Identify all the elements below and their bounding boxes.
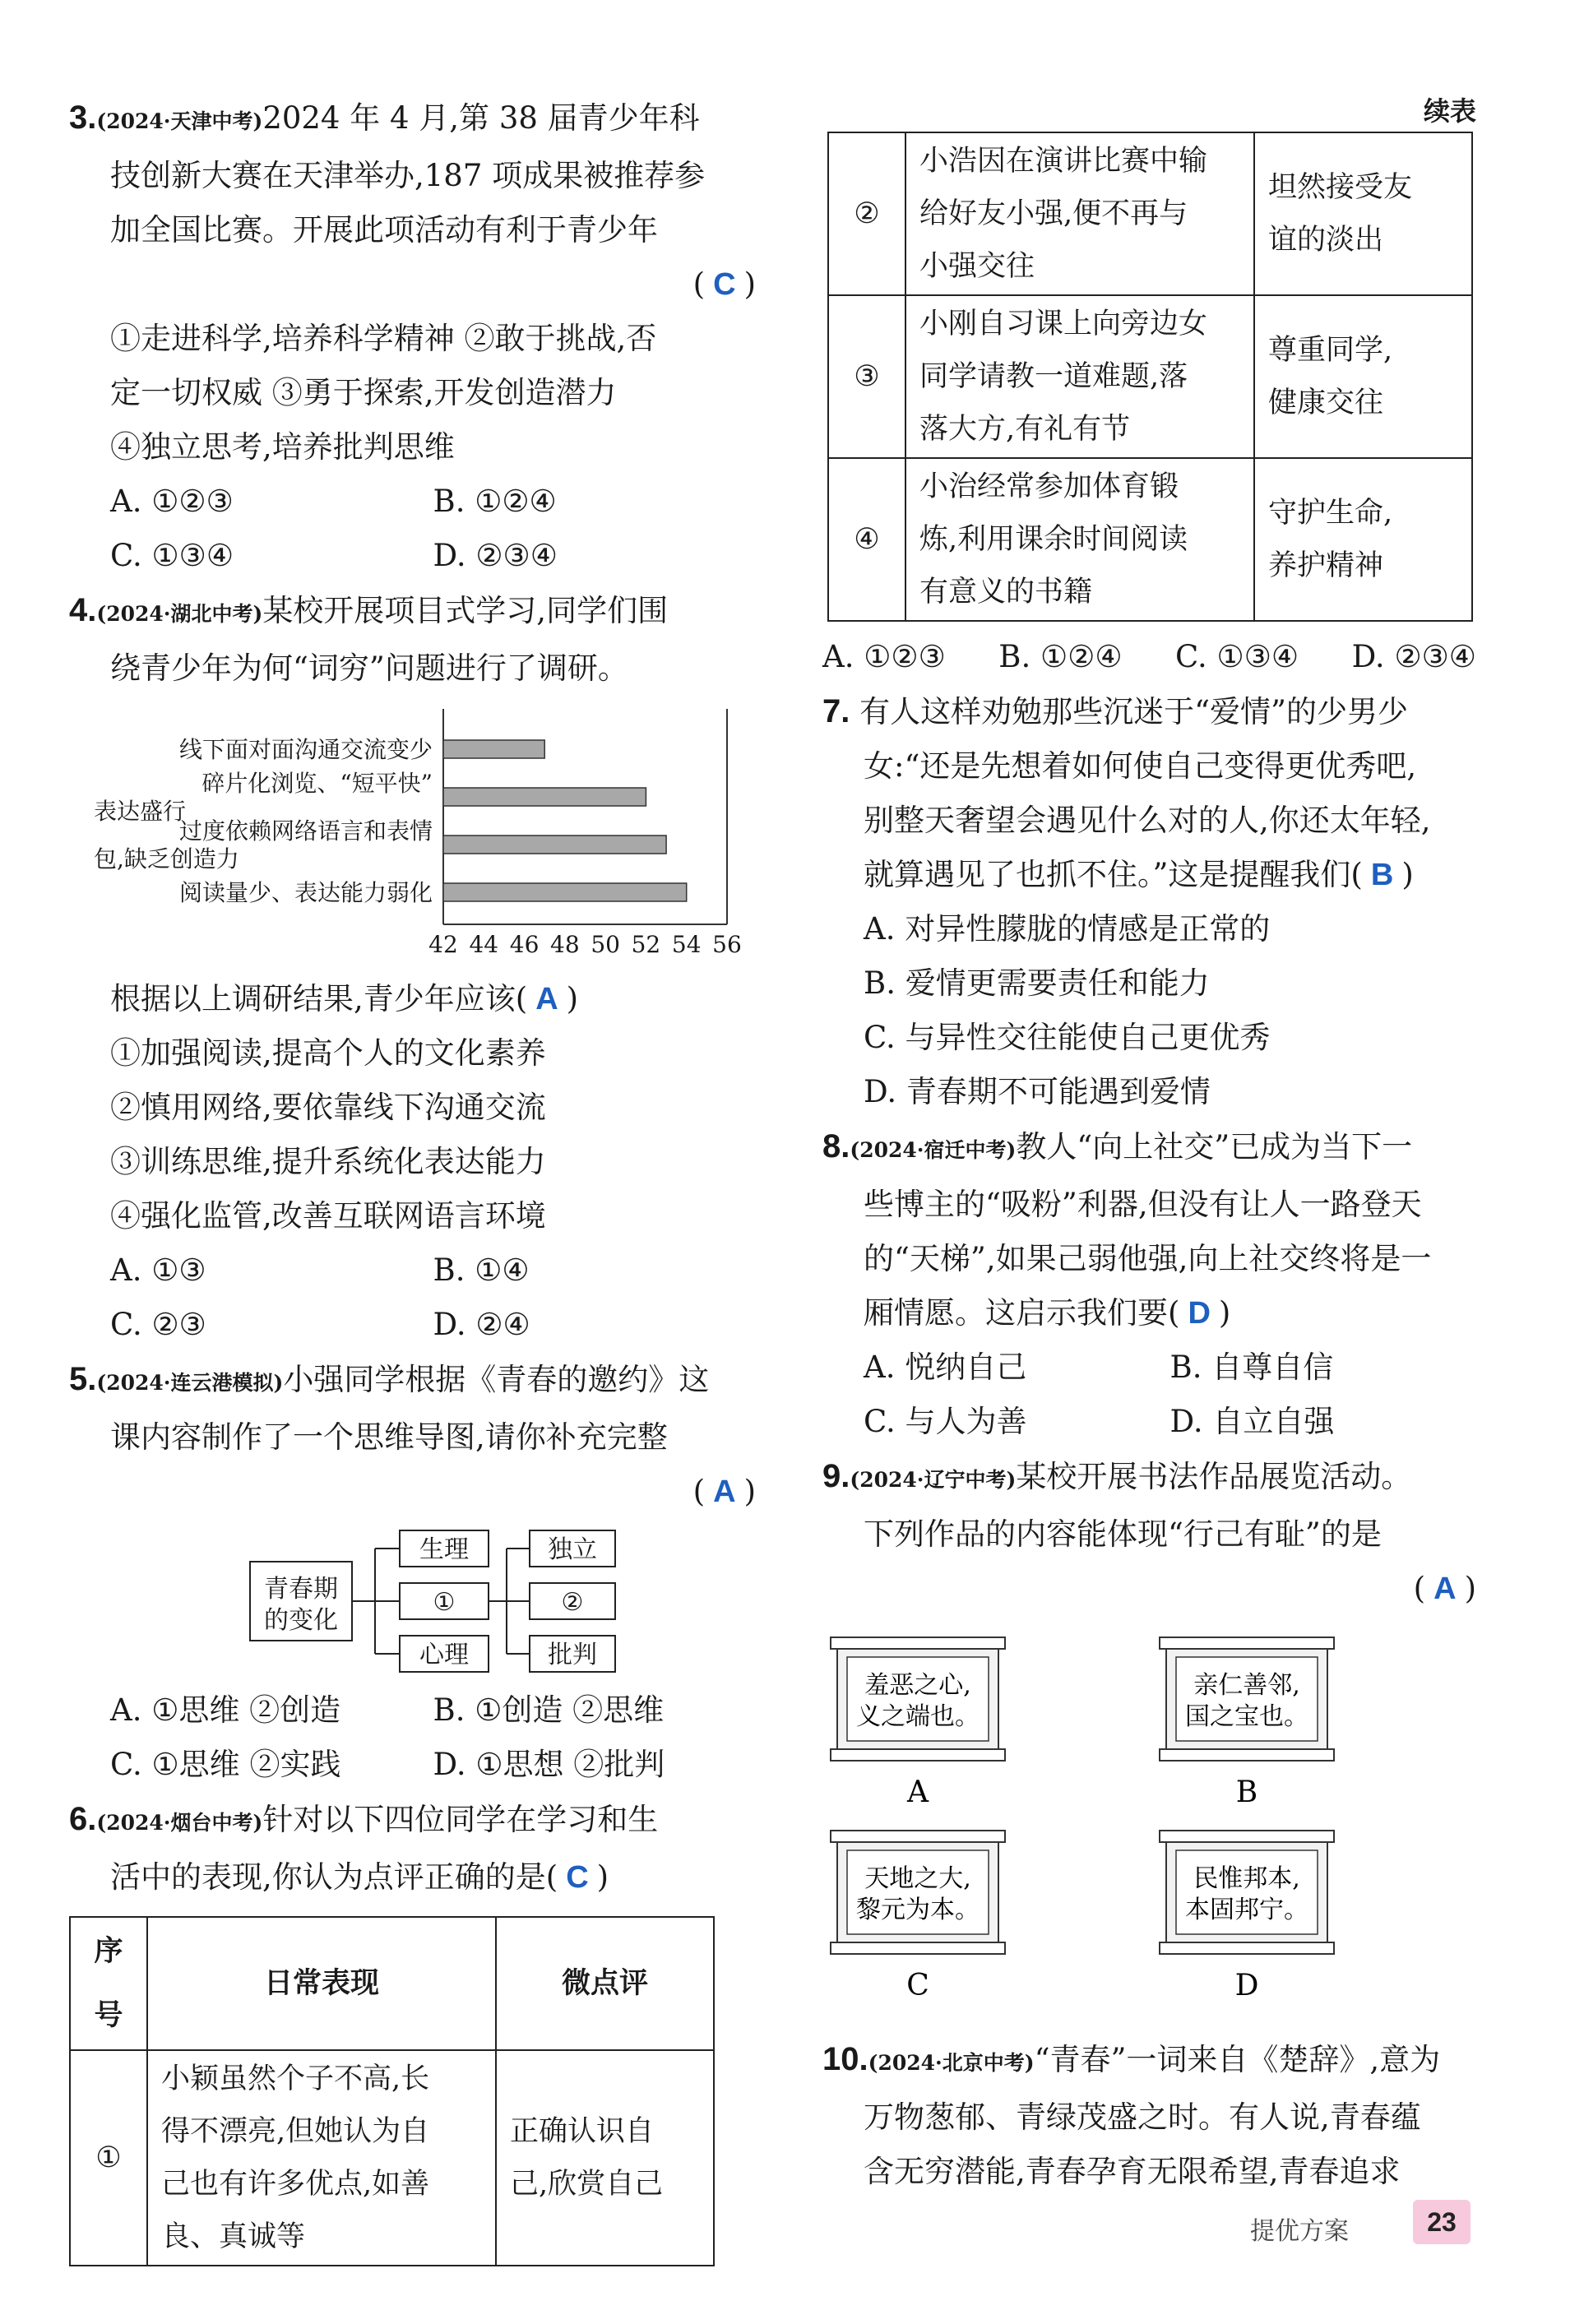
mindmap-branch-text: 生理: [419, 1535, 469, 1564]
performance-cell: [905, 132, 1254, 295]
scroll-rod: [1160, 1831, 1334, 1842]
tick-label: 42: [428, 931, 458, 958]
row-number: ②: [828, 132, 905, 295]
comment-cell: [1254, 132, 1472, 295]
statement-line: ③训练思维,提升系统化表达能力: [110, 1144, 546, 1179]
option-c: C. ②③: [110, 1307, 206, 1342]
option-d: D. ②③④: [433, 538, 558, 573]
cell-line: 炼,利用课余时间阅读: [919, 523, 1188, 556]
question-text-line: 就算遇见了也抓不住。”这是提醒我们(: [864, 857, 1363, 892]
question-number: 10.: [822, 2041, 868, 2077]
question-number: 6.: [69, 1801, 97, 1837]
option-d: D. ①思想 ②批判: [433, 1747, 665, 1782]
question-text-line: 厢情愿。这启示我们要(: [864, 1295, 1180, 1331]
question-source: (2024·连云港模拟): [96, 1371, 284, 1395]
question-source: (2024·烟台中考): [96, 1811, 263, 1835]
table-row: [828, 132, 1472, 295]
question-text-line: 小强同学根据《青春的邀约》这: [283, 1362, 710, 1397]
scroll-text-line: 本固邦宁。: [1185, 1896, 1308, 1924]
option-b: B. ①②④: [433, 484, 557, 519]
performance-cell: [147, 2050, 496, 2266]
scroll-a: [831, 1637, 1005, 1809]
performance-cell: [905, 458, 1254, 621]
right-column: [822, 90, 1476, 2199]
cell-line: 守护生命,: [1268, 497, 1393, 530]
survey-bar-chart: [69, 701, 756, 972]
mindmap-branch-text: ①: [433, 1588, 456, 1617]
question-text-line: 含无穷潜能,青春孕育无限希望,青春追求: [864, 2154, 1401, 2189]
cell-line: 坦然接受友: [1268, 171, 1413, 204]
statement-line: ④独立思考,培养批判思维: [110, 429, 455, 465]
question-9: [822, 1449, 1476, 2032]
option-c: C. ①思维 ②实践: [110, 1747, 341, 1782]
question-number: 7.: [822, 693, 850, 729]
option-d: D. 自立自强: [1169, 1404, 1335, 1439]
option-a: A. ①思维 ②创造: [110, 1692, 341, 1728]
cell-line: 有意义的书籍: [919, 576, 1093, 609]
question-text-line: 下列作品的内容能体现“行己有耻”的是: [864, 1516, 1382, 1552]
scroll-rod: [831, 1831, 1005, 1842]
scroll-text-line: 国之宝也。: [1185, 1702, 1308, 1731]
cell-line: 得不漂亮,但她认为自: [161, 2115, 430, 2148]
question-text-line: 某校开展书法作品展览活动。: [1016, 1459, 1412, 1494]
evaluation-table: [69, 1916, 715, 2266]
mindmap-branch-text: 心理: [419, 1641, 469, 1669]
option-a: A. ①③: [110, 1252, 206, 1288]
question-number: 4.: [69, 592, 97, 628]
mindmap-root-text: 的变化: [264, 1606, 338, 1635]
option-b: B. ①④: [433, 1252, 530, 1288]
answer: A: [1433, 1572, 1457, 1606]
question-text-line: 技创新大赛在天津举办,187 项成果被推荐参: [110, 158, 706, 193]
answer: A: [713, 1474, 736, 1509]
option-b: B. ①创造 ②思维: [433, 1692, 665, 1728]
mindmap-root-text: 青春期: [264, 1575, 338, 1604]
statement-line: ①走进科学,培养科学精神 ②敢于挑战,否: [110, 321, 657, 356]
question-text-line: 加全国比赛。开展此项活动有利于青少年: [110, 212, 658, 248]
scroll-text-line: 民惟邦本,: [1193, 1864, 1300, 1893]
answer-bracket: ( C ): [692, 266, 756, 302]
tick-label: 54: [671, 931, 702, 958]
option-d: D. ②③④: [1351, 639, 1476, 674]
cell-line: 良、真诚等: [161, 2220, 306, 2253]
question-text-line: 课内容制作了一个思维导图,请你补充完整: [110, 1419, 668, 1455]
cell-line: 小强交往: [919, 250, 1035, 283]
question-text-line: 某校开展项目式学习,同学们围: [262, 593, 669, 628]
statement-line: 定一切权威 ③勇于探索,开发创造潜力: [110, 375, 617, 410]
tick-label: 46: [509, 931, 540, 958]
statement-line: ②慎用网络,要依靠线下沟通交流: [110, 1090, 546, 1125]
row-number: ③: [828, 295, 905, 458]
question-10: [822, 2032, 1476, 2199]
bar: [443, 740, 544, 758]
question-text-line: 针对以下四位同学在学习和生: [262, 1802, 659, 1837]
table-header: 序号: [70, 1917, 147, 2050]
cell-line: 同学请教一道难题,落: [919, 360, 1188, 393]
mindmap-connector: [489, 1549, 530, 1654]
option-a: A. 悦纳自己: [864, 1349, 1027, 1385]
answer: C: [713, 267, 736, 302]
option-b: B. 自尊自信: [1169, 1349, 1334, 1385]
question-5: [69, 1352, 756, 1792]
cell-line: 给好友小强,便不再与: [919, 197, 1188, 230]
category-label: 过度依赖网络语言和表情: [178, 817, 433, 845]
category-label: 表达盛行: [94, 798, 187, 825]
question-6: 6.(2024·烟台中考)针对以下四位同学在学习和生 活中的表现,你认为点评正确的是( C ) 序号 日常表现 微点评 ① 小颖虽然个子不高,长 得不漂亮,但她认为自 己也有许多优点,如善 良、真诚等 正确认识自 己,欣赏自己: [69, 1792, 756, 2266]
answer: C: [566, 1860, 589, 1895]
tick-label: 50: [591, 931, 620, 958]
question-source: (2024·宿迁中考): [850, 1138, 1017, 1162]
option-a: A. ①②③: [110, 484, 234, 519]
cell-line: 养护精神: [1268, 549, 1384, 582]
cell-line: 正确认识自: [510, 2115, 655, 2148]
bar: [443, 788, 646, 806]
category-label: 包,缺乏创造力: [94, 845, 239, 873]
question-text-line: 些博主的“吸粉”利器,但没有让人一路登天: [864, 1187, 1422, 1222]
scroll-label: A: [907, 1775, 929, 1809]
mindmap-leaf-text: ②: [561, 1588, 584, 1617]
scroll-label: B: [1235, 1775, 1258, 1809]
statement-line: ④强化监管,改善互联网语言环境: [110, 1198, 546, 1234]
question-number: 3.: [69, 100, 97, 136]
scroll-b: [1160, 1637, 1334, 1809]
page-number: 23: [1413, 2200, 1471, 2244]
question-text-line: “青春”一词来自《楚辞》,意为: [1034, 2042, 1441, 2077]
question-text-line: 绕青少年为何“词穷”问题进行了调研。: [110, 650, 628, 686]
cell-line: 己,欣赏自己: [510, 2168, 664, 2201]
option-b: B. 爱情更需要责任和能力: [864, 965, 1210, 1001]
scroll-c: [831, 1831, 1005, 2002]
question-8: 8.(2024·宿迁中考)教人“向上社交”已成为当下一 些博主的“吸粉”利器,但没有让人一路登天 的“天梯”,如果己弱他强,向上社交终将是一 厢情愿。这启示我们要( D ) A. 悦纳自己 B. 自尊自信 C. 与人为善 D. 自立自强: [822, 1119, 1476, 1449]
mind-map: [69, 1519, 756, 1683]
bar: [443, 883, 687, 901]
question-text-line: 万物葱郁、青绿茂盛之时。有人说,青春蕴: [864, 2099, 1421, 2135]
comment-cell: [1254, 295, 1472, 458]
option-a: A. ①②③: [822, 639, 946, 674]
answer-bracket: ( A ): [1413, 1571, 1476, 1606]
cell-line: 小浩因在演讲比赛中输: [919, 145, 1208, 178]
left-column: [69, 90, 756, 2266]
question-source: (2024·辽宁中考): [850, 1468, 1017, 1492]
question-source: (2024·天津中考): [96, 109, 263, 133]
answer: D: [1188, 1296, 1211, 1331]
cell-line: 健康交往: [1268, 387, 1384, 419]
table-row: [828, 295, 1472, 458]
scroll-label: D: [1234, 1969, 1259, 2002]
statement-line: ①加强阅读,提高个人的文化素养: [110, 1035, 546, 1071]
question-3: [69, 90, 756, 583]
tick-label: 44: [469, 931, 499, 958]
question-text-line: 2024 年 4 月,第 38 届青少年科: [262, 100, 700, 136]
question-text-line: 根据以上调研结果,青少年应该(: [110, 981, 528, 1016]
question-text-line: 活中的表现,你认为点评正确的是(: [110, 1859, 558, 1895]
option-b: B. ①②④: [998, 639, 1123, 674]
question-text-line: 有人这样劝勉那些沉迷于“爱情”的少男少: [859, 694, 1408, 729]
answer-bracket: ( A ): [692, 1474, 756, 1509]
category-label: 碎片化浏览、“短平快”: [201, 770, 433, 797]
scroll-text-line: 羞恶之心,: [864, 1671, 971, 1700]
answer: A: [535, 982, 558, 1016]
scroll-rod: [1160, 1942, 1334, 1954]
question-text-line: 别整天奢望会遇见什么对的人,你还太年轻,: [864, 803, 1431, 838]
cell-line: 谊的淡出: [1268, 224, 1384, 257]
mindmap-connector: [352, 1549, 400, 1654]
row-number: ①: [70, 2050, 147, 2266]
cell-line: 小刚自习课上向旁边女: [919, 308, 1208, 340]
row-number: ④: [828, 458, 905, 621]
evaluation-table-continued: [827, 132, 1473, 622]
question-number: 8.: [822, 1128, 850, 1164]
cell-line: 落大方,有礼有节: [919, 413, 1131, 446]
scroll-text-line: 义之端也。: [856, 1702, 980, 1731]
question-text-line: 的“天梯”,如果己弱他强,向上社交终将是一: [864, 1241, 1432, 1276]
scroll-d: [1160, 1831, 1334, 2002]
table-row: [70, 2050, 714, 2266]
option-c: C. ①③④: [110, 538, 234, 573]
question-source: (2024·北京中考): [868, 2051, 1035, 2075]
cell-line: 己也有许多优点,如善: [161, 2168, 430, 2201]
category-label: 线下面对面沟通交流变少: [178, 736, 433, 763]
option-c: C. 与异性交往能使自己更优秀: [864, 1020, 1271, 1055]
option-d: D. 青春期不可能遇到爱情: [864, 1074, 1211, 1109]
option-a: A. 对异性朦胧的情感是正常的: [864, 911, 1271, 947]
question-number: 9.: [822, 1458, 850, 1494]
scroll-rod: [831, 1942, 1005, 1954]
table-continued-label: 续表: [1423, 96, 1476, 126]
calligraphy-options: [822, 1621, 1476, 2032]
question-7: 7. 有人这样劝勉那些沉迷于“爱情”的少男少 女:“还是先想着如何使自己变得更优秀吧, 别整天奢望会遇见什么对的人,你还太年轻, 就算遇见了也抓不住。”这是提醒我们( B ) A. 对异性朦胧的情感是正常的 B. 爱情更需要责任和能力 C. 与异性交往能使自己更优秀 D. 青春期不可能遇到爱情: [822, 684, 1476, 1119]
comment-cell: [496, 2050, 714, 2266]
option-d: D. ②④: [433, 1307, 530, 1342]
tick-label: 56: [712, 931, 742, 958]
table-header: 微点评: [496, 1917, 714, 2050]
scroll-text-line: 天地之大,: [864, 1864, 971, 1893]
mindmap-leaf-text: 独立: [548, 1535, 597, 1564]
scroll-text-line: 亲仁善邻,: [1193, 1671, 1300, 1700]
cell-line: 小治经常参加体育锻: [919, 470, 1179, 503]
question-text-line: 教人“向上社交”已成为当下一: [1016, 1129, 1413, 1164]
bar: [443, 836, 666, 854]
question-number: 5.: [69, 1361, 97, 1397]
comment-cell: [1254, 458, 1472, 621]
performance-cell: [905, 295, 1254, 458]
scroll-rod: [1160, 1749, 1334, 1761]
answer: B: [1370, 858, 1394, 892]
cell-line: 尊重同学,: [1268, 334, 1393, 367]
scroll-text-line: 黎元为本。: [856, 1896, 980, 1924]
cell-line: 小颖虽然个子不高,长: [161, 2062, 430, 2095]
table-header: 日常表现: [147, 1917, 496, 2050]
option-c: C. 与人为善: [864, 1404, 1027, 1439]
question-text-line: 女:“还是先想着如何使自己变得更优秀吧,: [864, 748, 1417, 784]
tick-label: 48: [550, 931, 580, 958]
scroll-rod: [831, 1749, 1005, 1761]
scroll-rod: [1160, 1637, 1334, 1649]
table-row: [828, 458, 1472, 621]
question-4: 4.(2024·湖北中考)某校开展项目式学习,同学们围 绕青少年为何“词穷”问题进行了调研。 线下面对面沟通交流变少 碎片化浏览、“短平快” 表达盛行 过度依赖网络语言和表情 包,缺乏创造力 阅读量少、表达能力弱化 42 44 46 48 50 52 54 56 根据以上调研结果,青少年应该( A ) ①加强阅读,提高个人的文化素养 ②慎用网络,要依靠线下沟通交流 ③训练思维,提升系统化表达能力 ④强化监管,改善互联网语言环境 A. ①③ B. ①④ C. ②③ D. ②④: [69, 583, 756, 1352]
question-source: (2024·湖北中考): [96, 602, 263, 626]
mindmap-leaf-text: 批判: [548, 1641, 597, 1669]
scroll-rod: [831, 1637, 1005, 1649]
option-c: C. ①③④: [1175, 639, 1299, 674]
category-label: 阅读量少、表达能力弱化: [178, 879, 433, 906]
scroll-label: C: [906, 1969, 929, 2002]
tick-label: 52: [631, 931, 661, 958]
book-title: 提优方案: [1250, 2218, 1349, 2245]
